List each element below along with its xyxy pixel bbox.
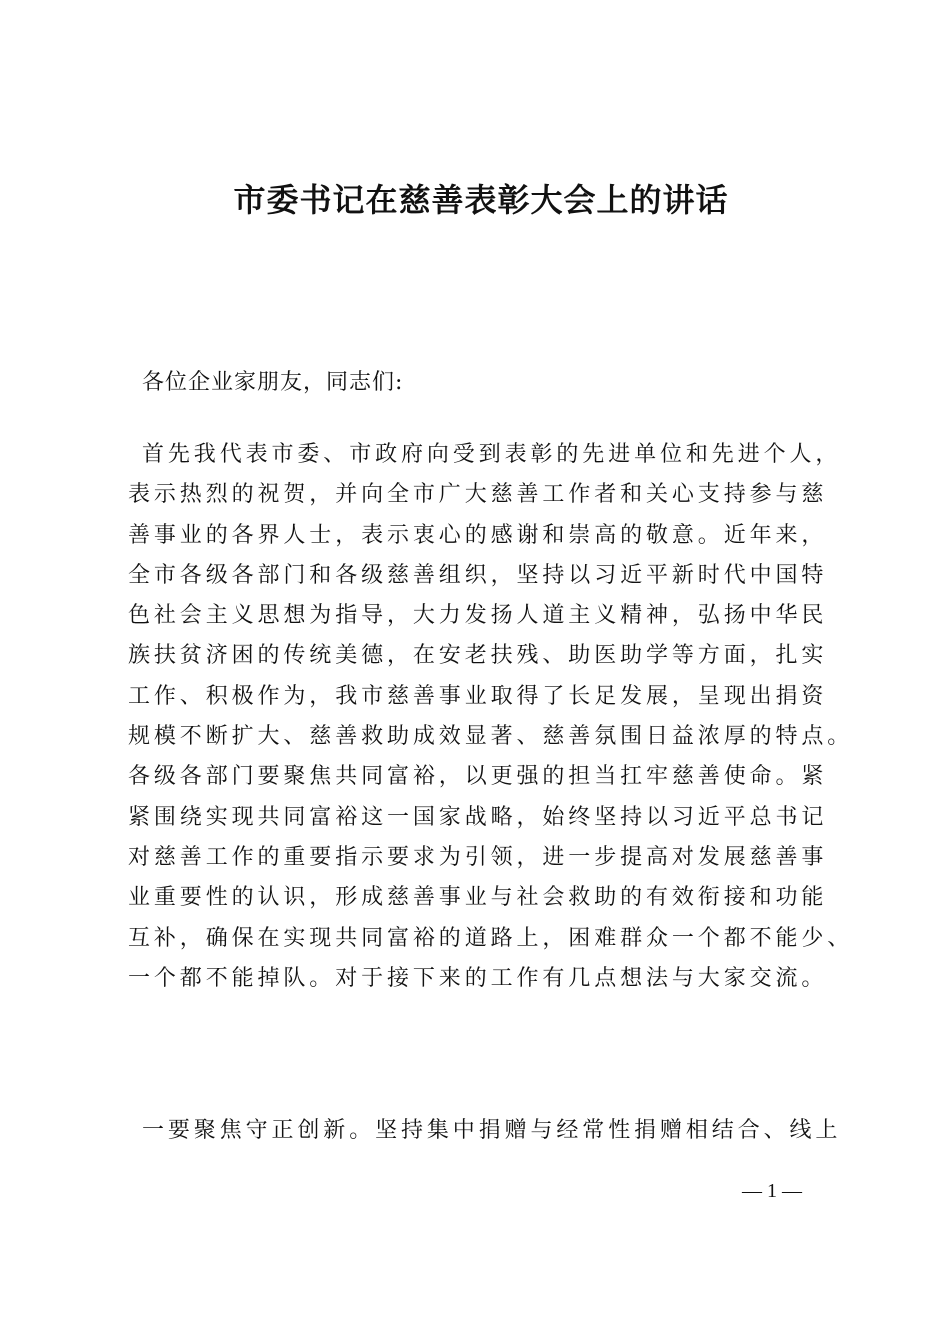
paragraph-line: 各级各部门要聚焦共同富裕，以更强的担当扛牢慈善使命。紧 <box>128 764 828 790</box>
paragraph-line: 首先我代表市委、市政府向受到表彰的先进单位和先进个人， <box>142 442 842 467</box>
document-title: 市委书记在慈善表彰大会上的讲话 <box>233 181 729 219</box>
paragraph-line: 族扶贫济困的传统美德，在安老扶残、助医助学等方面，扎实 <box>128 643 828 669</box>
paragraph-line: 业重要性的认识，形成慈善事业与社会救助的有效衔接和功能 <box>128 885 828 911</box>
paragraph-line: 对慈善工作的重要指示要求为引领，进一步提高对发展慈善事 <box>128 844 828 870</box>
paragraph-line: 色社会主义思想为指导，大力发扬人道主义精神，弘扬中华民 <box>128 603 828 629</box>
paragraph-line: 互补，确保在实现共同富裕的道路上，困难群众一个都不能少、 <box>128 925 854 951</box>
paragraph-1 <box>128 435 858 999</box>
salutation: 各位企业家朋友，同志们: <box>142 370 404 395</box>
paragraph-line: 善事业的各界人士，表示衷心的感谢和崇高的敬意。近年来， <box>128 522 828 548</box>
paragraph-line: 全市各级各部门和各级慈善组织，坚持以习近平新时代中国特 <box>128 562 828 588</box>
paragraph-line: 紧围绕实现共同富裕这一国家战略，始终坚持以习近平总书记 <box>128 804 828 830</box>
paragraph-line: 工作、积极作为，我市慈善事业取得了长足发展，呈现出捐资 <box>128 683 828 709</box>
paragraph-2-first-line: 一要聚焦守正创新。坚持集中捐赠与经常性捐赠相结合、线上 <box>142 1118 842 1143</box>
page-number: — 1 — <box>742 1180 802 1202</box>
paragraph-line: 一个都不能掉队。对于接下来的工作有几点想法与大家交流。 <box>128 965 828 991</box>
paragraph-line: 表示热烈的祝贺，并向全市广大慈善工作者和关心支持参与慈 <box>128 482 828 508</box>
paragraph-line: 规模不断扩大、慈善救助成效显著、慈善氛围日益浓厚的特点。 <box>128 724 854 750</box>
